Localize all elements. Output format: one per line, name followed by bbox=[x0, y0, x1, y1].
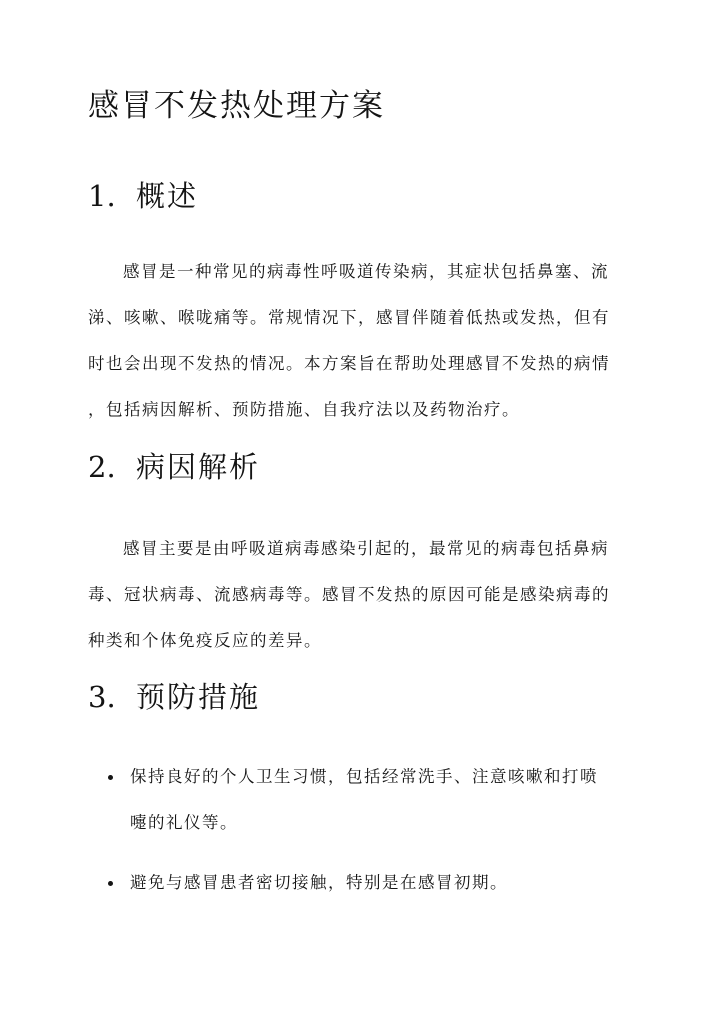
list-item-line: 避免与感冒患者密切接触，特别是在感冒初期。 bbox=[130, 873, 508, 892]
list-item-line: 嚏的礼仪等。 bbox=[130, 813, 238, 832]
paragraph-line: 涕、咳嗽、喉咙痛等。常规情况下，感冒伴随着低热或发热，但有 bbox=[88, 308, 610, 327]
list-item bbox=[88, 860, 648, 906]
prevention-list bbox=[88, 754, 648, 920]
paragraph-line: 毒、冠状病毒、流感病毒等。感冒不发热的原因可能是感染病毒的 bbox=[88, 585, 610, 604]
section-heading-overview bbox=[88, 176, 198, 216]
section-heading-causes bbox=[88, 447, 260, 487]
document-title: 感冒不发热处理方案 bbox=[88, 88, 385, 124]
paragraph-line: 时也会出现不发热的情况。本方案旨在帮助处理感冒不发热的病情 bbox=[88, 354, 610, 373]
paragraph-line: 感冒主要是由呼吸道病毒感染引起的，最常见的病毒包括鼻病 bbox=[123, 539, 609, 558]
bullet-icon bbox=[108, 775, 113, 780]
bullet-icon bbox=[108, 881, 113, 886]
list-item bbox=[88, 754, 648, 846]
section-number: 2. bbox=[88, 450, 116, 484]
causes-paragraph bbox=[88, 526, 648, 664]
section-number: 1. bbox=[88, 179, 116, 213]
overview-paragraph bbox=[88, 249, 648, 433]
section-heading-prevention bbox=[88, 677, 260, 717]
section-title: 病因解析 bbox=[136, 450, 261, 484]
list-item-line: 保持良好的个人卫生习惯，包括经常洗手、注意咳嗽和打喷 bbox=[130, 767, 598, 786]
paragraph-line: 感冒是一种常见的病毒性呼吸道传染病，其症状包括鼻塞、流 bbox=[123, 262, 609, 281]
paragraph-line: ，包括病因解析、预防措施、自我疗法以及药物治疗。 bbox=[88, 400, 520, 419]
section-title: 预防措施 bbox=[136, 680, 261, 714]
section-number: 3. bbox=[88, 680, 116, 714]
section-title: 概述 bbox=[136, 179, 199, 213]
paragraph-line: 种类和个体免疫反应的差异。 bbox=[88, 631, 322, 650]
